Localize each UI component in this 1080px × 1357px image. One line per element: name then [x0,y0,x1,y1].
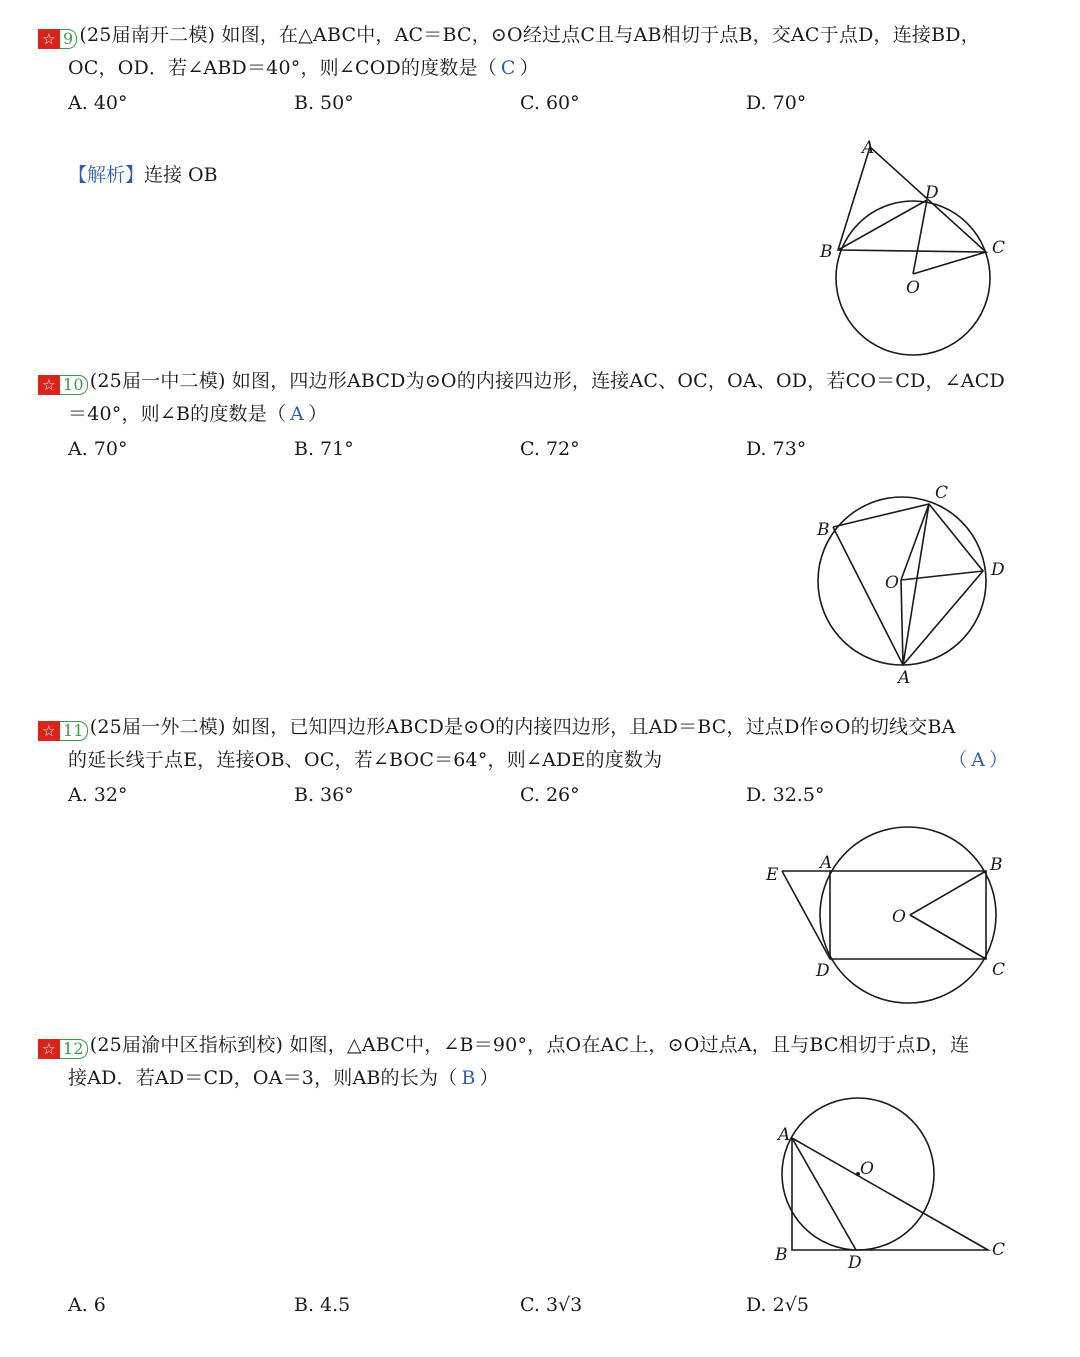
figure-12 [770,1090,1020,1280]
label-d: D [925,183,939,203]
analysis: 【解析】连接 OB [68,164,218,186]
label-e: E [766,865,779,885]
label-d: D [848,1253,862,1273]
option-b: B. 36° [294,784,354,806]
label-d: D [991,560,1005,580]
label-d: D [816,961,830,981]
label-c: C [935,483,949,503]
label-b: B [817,520,830,540]
star-icon: ☆ [38,1039,60,1059]
question-9-line-2: OC，OD．若∠ABD＝40°，则∠COD的度数是（ C ） [68,57,539,79]
option-b: B. 50° [294,92,354,114]
question-number-badge: ☆ 11 [38,721,88,741]
option-a: A. 40° [68,92,128,114]
question-number-badge: ☆ 12 [38,1039,88,1059]
question-10-line-2: ＝40°，则∠B的度数是（ A ） [68,403,328,425]
question-number-badge: ☆ 10 [38,375,88,395]
figure-9 [810,135,1020,365]
answer: C [500,57,516,79]
option-b: B. 4.5 [294,1294,351,1316]
option-d: D. 73° [746,438,807,460]
label-c: C [992,960,1006,980]
option-a: A. 32° [68,784,128,806]
option-c: C. 60° [520,92,580,114]
question-11-line-1: ☆ 11 (25届一外二模) 如图，已知四边形ABCD是⊙O的内接四边形，且AD＝BC，过点D作⊙O的切线交BA [38,712,956,741]
option-d: D. 2√5 [746,1294,809,1316]
figure-10 [805,480,1020,690]
label-o: O [906,278,920,298]
star-icon: ☆ [38,721,60,741]
label-o: O [892,907,906,927]
question-12-line-1: ☆ 12 (25届渝中区指标到校) 如图，△ABC中，∠B＝90°，点O在AC上，⊙O过点A，且与BC相切于点D，连 [38,1030,969,1059]
question-9-line-1: ☆ 9 (25届南开二模) 如图，在△ABC中，AC＝BC，⊙O经过点C且与AB相切于点B，交AC于点D，连接BD， [38,20,980,49]
question-number-badge: ☆ 9 [38,29,77,49]
option-b: B. 71° [294,438,354,460]
label-a: A [820,853,833,873]
star-icon: ☆ [38,375,60,395]
question-11-line-2: 的延长线于点E，连接OB、OC，若∠BOC＝64°，则∠ADE的度数为 [68,749,663,771]
label-c: C [992,238,1006,258]
label-a: A [898,668,911,688]
figure-11 [760,820,1020,1010]
label-b: B [820,242,833,262]
option-a: A. 70° [68,438,128,460]
label-o: O [885,573,899,593]
option-d: D. 70° [746,92,807,114]
option-a: A. 6 [68,1294,106,1316]
answer: A [971,749,985,771]
answer-bracket: （ A ） [948,749,1008,771]
label-a: A [862,138,875,158]
option-c: C. 72° [520,438,580,460]
option-c: C. 26° [520,784,580,806]
answer: B [461,1067,476,1089]
label-b: B [990,855,1003,875]
label-a: A [778,1125,791,1145]
question-10-line-1: ☆ 10 (25届一中二模) 如图，四边形ABCD为⊙O的内接四边形，连接AC、OC，OA、OD，若CO＝CD，∠ACD [38,366,1005,395]
label-o: O [860,1159,874,1179]
star-icon: ☆ [38,29,60,49]
answer: A [290,403,305,425]
label-c: C [992,1240,1006,1260]
option-d: D. 32.5° [746,784,825,806]
option-c: C. 3√3 [520,1294,583,1316]
question-12-line-2: 接AD．若AD＝CD，OA＝3，则AB的长为（ B ） [68,1067,499,1089]
label-b: B [775,1245,788,1265]
